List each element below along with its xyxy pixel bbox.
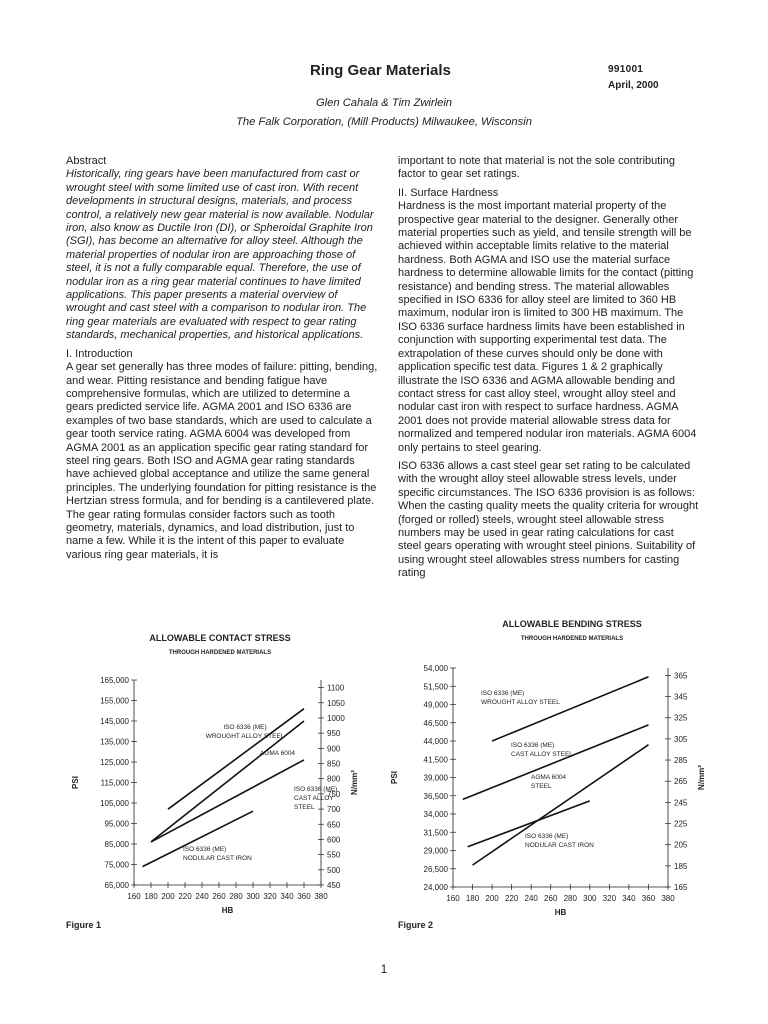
series-label: ISO 6336 (ME) — [294, 786, 338, 793]
y-tick-label: 95,000 — [104, 819, 129, 829]
series-line — [151, 760, 304, 842]
y2-tick-label: 450 — [327, 881, 341, 890]
y-tick-label: 31,500 — [423, 828, 448, 838]
y2-tick-label: 1050 — [327, 698, 345, 708]
y2-tick-label: 225 — [674, 819, 688, 829]
y2-tick-label: 900 — [327, 744, 341, 754]
x-tick-label: 360 — [297, 892, 311, 901]
y2-tick-label: 365 — [674, 671, 688, 681]
y2-tick-label: 650 — [327, 820, 341, 830]
y-tick-label: 51,500 — [423, 682, 448, 692]
x-tick-label: 280 — [229, 892, 243, 901]
left-column — [66, 155, 378, 567]
series-label: NODULAR CAST IRON — [525, 842, 594, 849]
document-number: 991001 — [608, 64, 644, 75]
y2-axis-label: N/mm² — [697, 765, 706, 790]
y-tick-label: 115,000 — [100, 778, 129, 788]
x-tick-label: 320 — [263, 892, 277, 901]
x-tick-label: 320 — [602, 894, 617, 903]
x-tick-label: 200 — [161, 892, 175, 901]
y2-tick-label: 185 — [674, 861, 688, 871]
series-label: CAST ALLOY — [294, 795, 334, 802]
series-label: WROUGHT ALLOY STEEL — [205, 733, 285, 740]
series-line — [463, 725, 649, 800]
page-number: 1 — [380, 962, 388, 976]
x-axis-label: HB — [221, 906, 234, 915]
affiliation: The Falk Corporation, (Mill Products) Milwaukee, Wisconsin — [236, 116, 532, 128]
y2-tick-label: 500 — [327, 865, 341, 875]
y-tick-label: 105,000 — [100, 799, 129, 808]
y2-tick-label: 1000 — [327, 713, 345, 723]
y-tick-label: 24,000 — [423, 883, 448, 892]
figure-2-caption: Figure 2 — [398, 920, 434, 930]
right-column — [398, 155, 700, 586]
surface-hardness-heading: II. Surface Hardness — [398, 186, 499, 199]
y2-tick-label: 265 — [674, 777, 688, 787]
y2-tick-label: 305 — [674, 734, 688, 744]
y2-tick-label: 345 — [674, 692, 688, 702]
surface-hardness-para-2: ISO 6336 allows a cast steel gear set rating to be calculated with the wrought alloy steel allowable stress levels, under specific circumstances. The ISO 6336 provision is as follows: When the casting quality meets the quality criteria for wrought (forged or rolled) steels, wrought steel allowable stress numbers may be used in gear rating calculations for cast steel gears operating with wrought steel pinions. Suitability of using wrought steel allowables stress numbers for casting rating — [398, 459, 699, 580]
y-tick-label: 135,000 — [100, 737, 129, 747]
y-tick-label: 85,000 — [104, 840, 129, 849]
x-axis-label: HB — [554, 908, 567, 917]
x-tick-label: 300 — [583, 894, 597, 903]
y2-tick-label: 1100 — [327, 683, 345, 693]
y-tick-label: 49,000 — [423, 700, 448, 710]
y-tick-label: 145,000 — [100, 717, 129, 726]
series-label: AGMA 6004 — [531, 774, 567, 781]
abstract-text: Historically, ring gears have been manufactured from cast or wrought steel with some limited use of cast iron. With recent developments in structural designs, materials, and process control, a relatively new gear material is now available. Nodular iron, also know as Ductile Iron (DI), or Spheroidal Graphite Iron (SGI), has become an alternative for alloy steel. Although the material properties of nodular iron are approaching those of steel, it is not a fully comparable equal. Therefore, the use of nodular iron as a ring gear material continues to have limited applications. This paper presents a material overview of wrought and cast steel with a comparison to nodular iron. The ring gear materials are evaluated with respect to gear rating standards, mechanical properties, and historical applications. — [66, 168, 374, 342]
y2-tick-label: 750 — [327, 789, 341, 799]
y2-tick-label: 165 — [674, 883, 688, 892]
series-label: STEEL — [294, 804, 315, 811]
surface-hardness-para-1: Hardness is the most important material property of the prospective gear material to the designer. Generally other material properties such as yield, and tensile strength will be achieved within acceptable limits relative to the material hardness. Both AGMA and ISO use the material surface hardness to determine allowable limits for the contact (pitting resistance) and bending stress. The material allowables specified in ISO 6336 for alloy steel are limited to 360 HB maximum, nodular iron is limited to 300 HB maximum. The ISO 6336 surface hardness limits have been established in conjunction with supporting experimental test data. The extrapolation of these curves should only be done with application specific test data. Figures 1 & 2 graphically illustrate the ISO 6336 and AGMA allowable bending and contact stress for cast alloy steel, wrought alloy steel and nodular cast iron with respect to surface hardness. AGMA 2001 does not provide material allowable stress data for normalized and tempered nodular iron materials. AGMA 6004 only pertains to steel gearing. — [398, 200, 697, 454]
x-tick-label: 360 — [641, 894, 656, 903]
x-tick-label: 300 — [246, 892, 260, 901]
y-axis-label: PSI — [390, 771, 399, 784]
figure-1-caption: Figure 1 — [66, 920, 102, 930]
y2-tick-label: 850 — [327, 759, 341, 769]
y-tick-label: 46,500 — [423, 718, 448, 728]
y-axis-label: PSI — [71, 776, 80, 789]
y2-axis-label: N/mm² — [350, 770, 359, 795]
x-tick-label: 160 — [446, 894, 460, 903]
chart-title: ALLOWABLE CONTACT STRESS — [149, 633, 291, 643]
chart-title: ALLOWABLE BENDING STRESS — [502, 619, 642, 629]
authors: Glen Cahala & Tim Zwirlein — [315, 97, 453, 109]
x-tick-label: 240 — [195, 892, 209, 901]
y-tick-label: 44,000 — [423, 737, 448, 746]
x-tick-label: 220 — [504, 894, 519, 903]
x-tick-label: 180 — [144, 892, 158, 901]
introduction-continuation: important to note that material is not the sole contributing factor to gear set ratings. — [398, 155, 675, 181]
y2-tick-label: 700 — [327, 805, 341, 815]
x-tick-label: 160 — [127, 892, 141, 901]
x-tick-label: 180 — [465, 894, 480, 903]
y-tick-label: 155,000 — [100, 696, 129, 706]
introduction-text: A gear set generally has three modes of failure: pitting, bending, and wear. Pitting resistance and bending fatigue have comprehensive formulas, which are utilized to determine a gears predicted service life. AGMA 2001 and ISO 6336 are examples of two base standards, which are used to calculate a gear tooth service rating. AGMA 6004 was developed from AGMA 2001 as an application specific gear rating standard for steel ring gears. Both ISO and AGMA gear rating standards have achieved global acceptance and utilize the same general principles. The underlying foundation for pitting resistance is the Hertzian stress formula, and for bending is a cantilevered plate. The gear rating formulas consider factors such as tooth geometry, materials, dynamics, and load distribution, just to name a few. While it is the intent of this paper to evaluate various ring gear materials, it is — [66, 361, 378, 561]
x-tick-label: 260 — [544, 894, 558, 903]
document-date: April, 2000 — [608, 80, 659, 91]
abstract-heading: Abstract — [66, 155, 107, 167]
y-tick-label: 39,000 — [423, 773, 448, 783]
introduction-heading: I. Introduction — [66, 347, 133, 360]
y-tick-label: 26,500 — [423, 864, 448, 874]
y-tick-label: 125,000 — [100, 758, 129, 767]
x-tick-label: 380 — [661, 894, 675, 903]
y2-tick-label: 550 — [327, 850, 341, 860]
series-label: WROUGHT ALLOY STEEL — [481, 699, 560, 706]
x-tick-label: 280 — [563, 894, 577, 903]
series-label: ISO 6336 (ME) — [223, 724, 267, 731]
x-tick-label: 240 — [524, 894, 538, 903]
chart-subtitle: THROUGH HARDENED MATERIALS — [520, 636, 624, 642]
y2-tick-label: 245 — [674, 798, 688, 808]
series-label: STEEL — [531, 783, 552, 790]
y2-tick-label: 950 — [327, 729, 341, 739]
y-tick-label: 41,500 — [423, 755, 448, 765]
x-tick-label: 340 — [280, 892, 294, 901]
y-tick-label: 34,000 — [423, 810, 448, 819]
series-label: NODULAR CAST IRON — [183, 855, 252, 862]
y-tick-label: 65,000 — [104, 881, 129, 890]
y-tick-label: 75,000 — [104, 860, 129, 870]
series-label: ISO 6336 (ME) — [525, 833, 569, 840]
series-label: CAST ALLOY STEEL — [511, 751, 573, 758]
series-label: ISO 6336 (ME) — [481, 690, 525, 697]
x-tick-label: 220 — [178, 892, 192, 901]
x-tick-label: 340 — [622, 894, 636, 903]
paper-title: Ring Gear Materials — [310, 62, 451, 79]
chart-subtitle: THROUGH HARDENED MATERIALS — [168, 650, 272, 656]
series-line — [492, 677, 648, 741]
y2-tick-label: 600 — [327, 835, 341, 845]
y2-tick-label: 285 — [674, 756, 688, 766]
y2-tick-label: 325 — [674, 713, 688, 723]
y-tick-label: 29,000 — [423, 846, 448, 856]
y2-tick-label: 205 — [674, 840, 688, 850]
x-tick-label: 260 — [212, 892, 226, 901]
y-tick-label: 165,000 — [100, 676, 129, 685]
figure-1-chart — [40, 625, 390, 935]
y-tick-label: 36,500 — [423, 791, 448, 801]
x-tick-label: 200 — [485, 894, 499, 903]
y-tick-label: 54,000 — [423, 664, 448, 673]
y2-tick-label: 800 — [327, 774, 341, 784]
series-label: ISO 6336 (ME) — [511, 742, 555, 749]
x-tick-label: 380 — [314, 892, 328, 901]
figure-2-chart — [385, 613, 745, 935]
series-label: AGMA 6004 — [260, 750, 296, 757]
series-label: ISO 6336 (ME) — [183, 846, 227, 853]
